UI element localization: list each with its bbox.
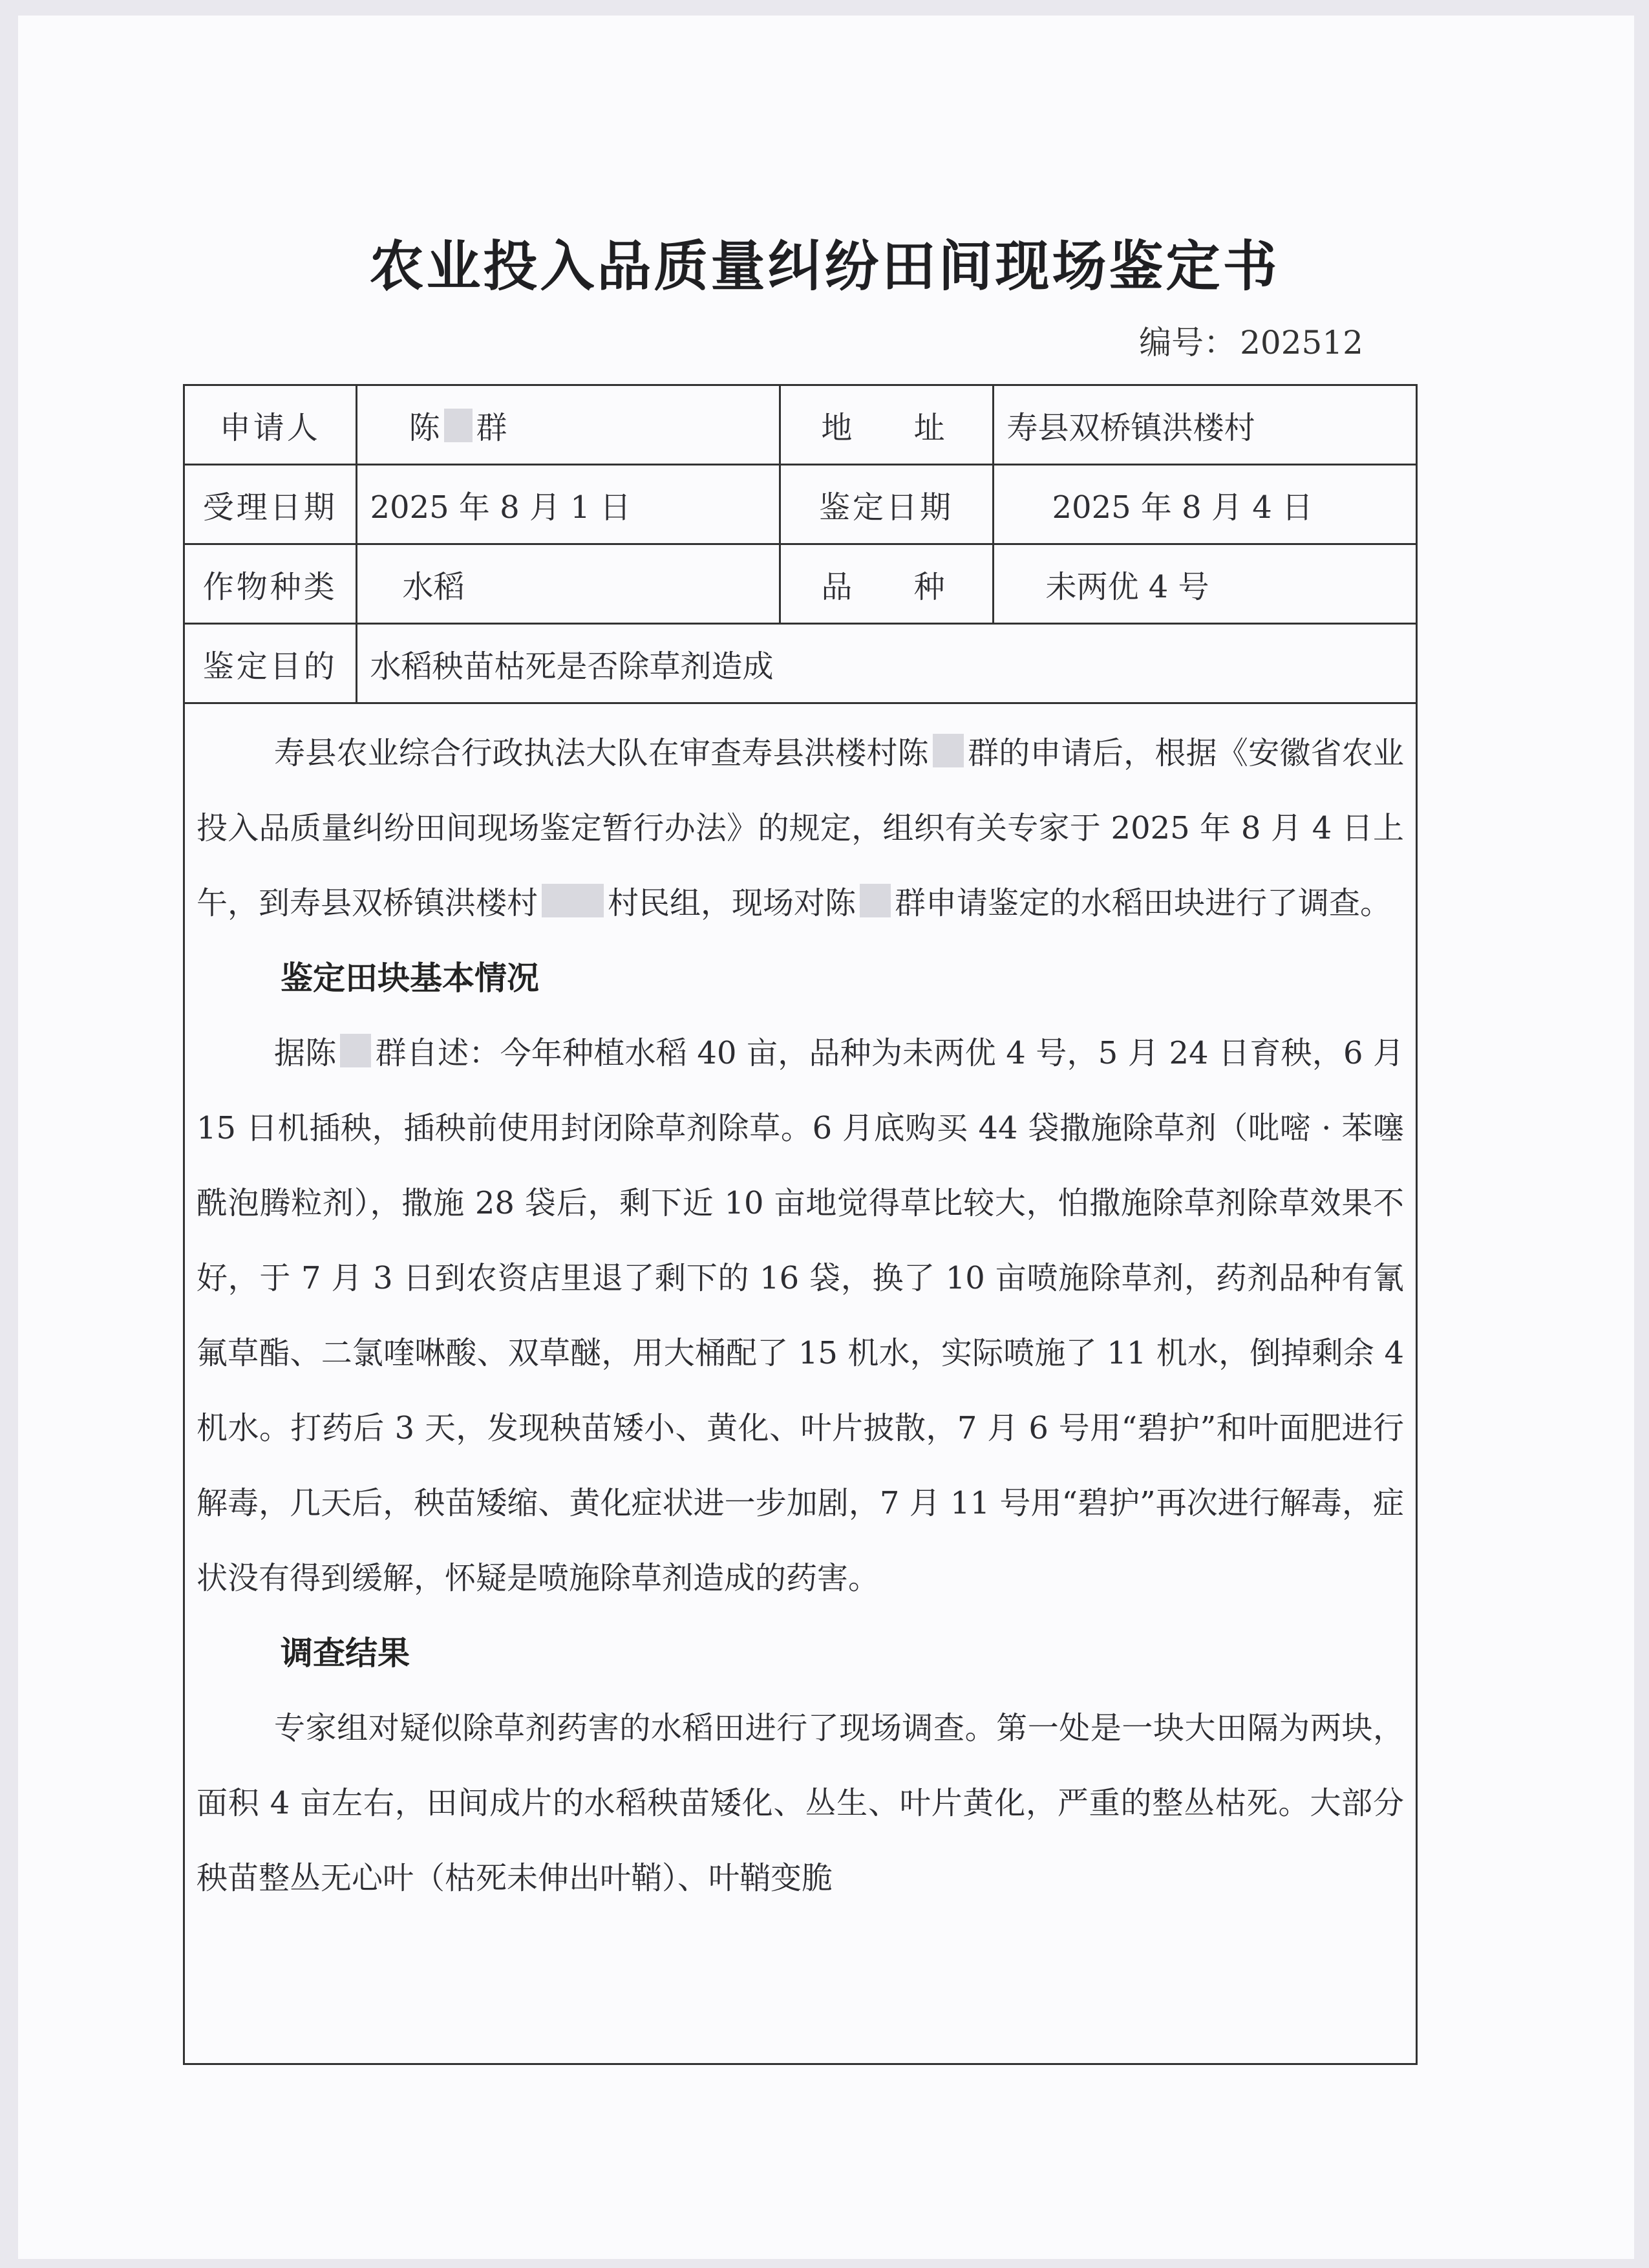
field-situation-text-1: 据陈 xyxy=(274,1035,337,1071)
redaction-block xyxy=(933,734,964,767)
table-row xyxy=(185,624,1416,703)
intro-text-2: 群的申请后，根据《安徽省农业投入品质量纠纷田间现场鉴定暂行办法》的规定，组织有关专家于 2025 年 8 月 4 日上午，到寿县双桥镇洪楼村 xyxy=(197,735,1404,921)
redaction-block xyxy=(340,1034,371,1067)
info-table xyxy=(185,386,1416,704)
table-row xyxy=(185,465,1416,544)
section-heading-field-situation: 鉴定田块基本情况 xyxy=(281,959,539,997)
intro-text-4: 群申请鉴定的水稻田块进行了调查。 xyxy=(895,885,1392,921)
field-situation-text-2: 群自述：今年种植水稻 40 亩，品种为未两优 4 号，5 月 24 日育秧，6 月 15 日机插秧，插秧前使用封闭除草剂除草。6 月底购买 44 袋撒施除草剂（吡嘧 · 苯噻酰泡腾粒剂），撒施 28 袋后，剩下近 10 亩地觉得草比较大，怕撒施除草剂除草效果不好，于 7 月 3 日到农资店里退了剩下的 16 袋，换了 10 亩喷施除草剂，药剂品种有氰氟草酯、二氯喹啉酸、双草醚，用大桶配了 15 机水，实际喷施了 11 机水，倒掉剩余 4 机水。打药后 3 天，发现秧苗矮小、黄化、叶片披散，7 月 6 号用“碧护”和叶面肥进行解毒，几天后，秧苗矮缩、黄化症状进一步加剧，7 月 11 号用“碧护”再次进行解毒，症状没有得到缓解，怀疑是喷施除草剂造成的药害。 xyxy=(197,1035,1404,1596)
document-number-label: 编号： xyxy=(1139,324,1237,361)
intro-text-1: 寿县农业综合行政执法大队在审查寿县洪楼村陈 xyxy=(274,735,929,771)
accept-date-value: 2025 年 8 月 1 日 xyxy=(356,465,780,544)
section-heading-survey-results: 调查结果 xyxy=(281,1634,410,1672)
purpose-label: 鉴定目的 xyxy=(185,624,356,703)
applicant-value xyxy=(356,386,780,465)
document-title: 农业投入品质量纠纷田间现场鉴定书 xyxy=(369,235,1280,298)
purpose-value: 水稻秧苗枯死是否除草剂造成 xyxy=(356,624,1416,703)
crop-label: 作物种类 xyxy=(185,544,356,624)
address-label: 地 址 xyxy=(780,386,993,465)
variety-value: 未两优 4 号 xyxy=(993,544,1416,624)
accept-date-label: 受理日期 xyxy=(185,465,356,544)
applicant-label: 申请人 xyxy=(185,386,356,465)
document-body xyxy=(197,716,1404,1916)
appraisal-form xyxy=(183,384,1418,2065)
applicant-name-pre: 陈 xyxy=(409,409,440,446)
table-row xyxy=(185,386,1416,465)
variety-label: 品 种 xyxy=(780,544,993,624)
appraisal-date-label: 鉴定日期 xyxy=(780,465,993,544)
field-situation-paragraph xyxy=(197,1016,1404,1616)
appraisal-date-value: 2025 年 8 月 4 日 xyxy=(993,465,1416,544)
document-number-value: 202512 xyxy=(1240,324,1363,361)
address-value: 寿县双桥镇洪楼村 xyxy=(993,386,1416,465)
intro-text-3: 村民组，现场对陈 xyxy=(608,885,856,921)
table-row xyxy=(185,544,1416,624)
redaction-block xyxy=(860,884,891,917)
intro-paragraph xyxy=(197,716,1404,941)
crop-value: 水稻 xyxy=(356,544,780,624)
document-number xyxy=(1135,317,1363,363)
redaction-block xyxy=(542,884,604,917)
redaction-block xyxy=(444,409,473,442)
applicant-name-post: 群 xyxy=(476,409,507,446)
survey-results-paragraph: 专家组对疑似除草剂药害的水稻田进行了现场调查。第一处是一块大田隔为两块，面积 4 亩左右，田间成片的水稻秧苗矮化、丛生、叶片黄化，严重的整丛枯死。大部分秧苗整丛无心叶（枯死未伸出叶鞘）、叶鞘变脆 xyxy=(197,1710,1404,1896)
